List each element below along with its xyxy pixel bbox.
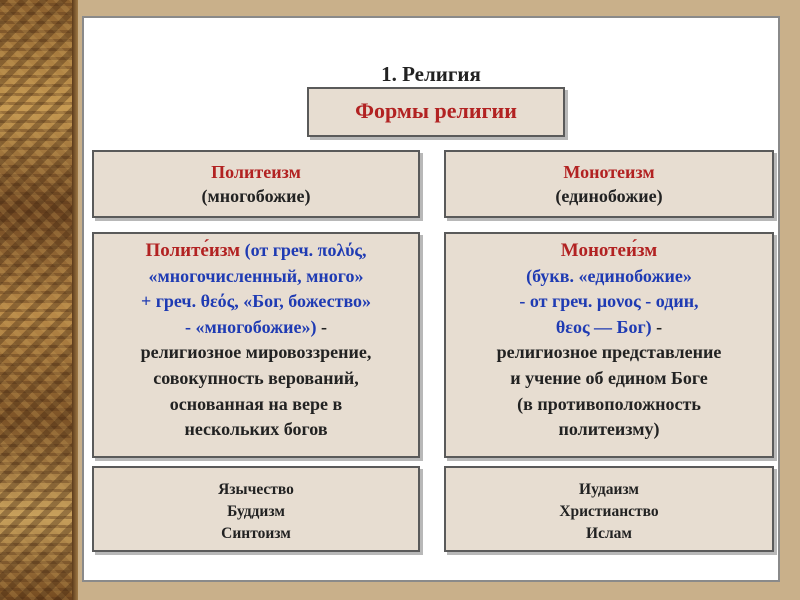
polytheism-definition-line-1 [94, 238, 418, 264]
polytheism-dash: - [316, 316, 328, 337]
polytheism-etymology-2: «многочисленный, много» [148, 265, 364, 286]
monotheism-definition-line-4 [446, 315, 772, 341]
monotheism-heading: Монотеизм [563, 162, 655, 182]
monotheism-text-2: и учение об едином Боге [510, 367, 708, 388]
polytheism-definition-line-4 [94, 315, 418, 341]
polytheism-text-4: нескольких богов [184, 419, 328, 440]
polytheism-heading-box [92, 150, 420, 218]
slide-title: 1. Религия [381, 62, 481, 86]
monotheism-text-4: политеизму) [558, 419, 660, 440]
monotheism-examples-box [444, 466, 774, 552]
monotheism-term: Монотеи́зм [560, 240, 658, 261]
slide-frame [82, 16, 780, 582]
polytheism-etymology-4: - «многобожие») [184, 316, 317, 337]
monotheism-etymology-1: (букв. «единобожие» [526, 265, 692, 286]
polytheism-term: Полите́изм [145, 240, 241, 261]
polytheism-text-2: совокупность верований, [153, 367, 359, 388]
polytheism-heading: Политеизм [211, 162, 301, 182]
monotheism-heading-box [444, 150, 774, 218]
monotheism-subheading: (единобожие) [555, 186, 663, 206]
polytheism-subheading: (многобожие) [201, 186, 311, 206]
polytheism-example: Буддизм [227, 503, 285, 520]
monotheism-example: Иудаизм [579, 481, 639, 498]
monotheism-etymology-2: - от греч. μονος - один, [519, 291, 699, 312]
polytheism-etymology-1: (от греч. πολύς, [240, 240, 367, 260]
polytheism-text-3: основанная на вере в [169, 393, 343, 414]
polytheism-example: Синтоизм [221, 525, 291, 542]
monotheism-etymology-3: θεος — Бог) [555, 316, 652, 337]
polytheism-etymology-3: + греч. θεός, «Бог, божество» [140, 291, 372, 312]
polytheism-text-1: религиозное мировоззрение, [140, 342, 372, 363]
monotheism-example: Ислам [586, 525, 632, 542]
stone-texture-border [0, 0, 72, 600]
monotheism-definition-box [444, 232, 774, 458]
polytheism-example: Язычество [218, 481, 294, 498]
polytheism-definition-box [92, 232, 420, 458]
monotheism-example: Христианство [559, 503, 659, 520]
polytheism-examples-box [92, 466, 420, 552]
monotheism-dash: - [651, 316, 663, 337]
monotheism-text-3: (в противоположность [517, 393, 701, 414]
monotheism-text-1: религиозное представление [496, 342, 722, 363]
forms-of-religion-box: Формы религии [307, 87, 565, 137]
